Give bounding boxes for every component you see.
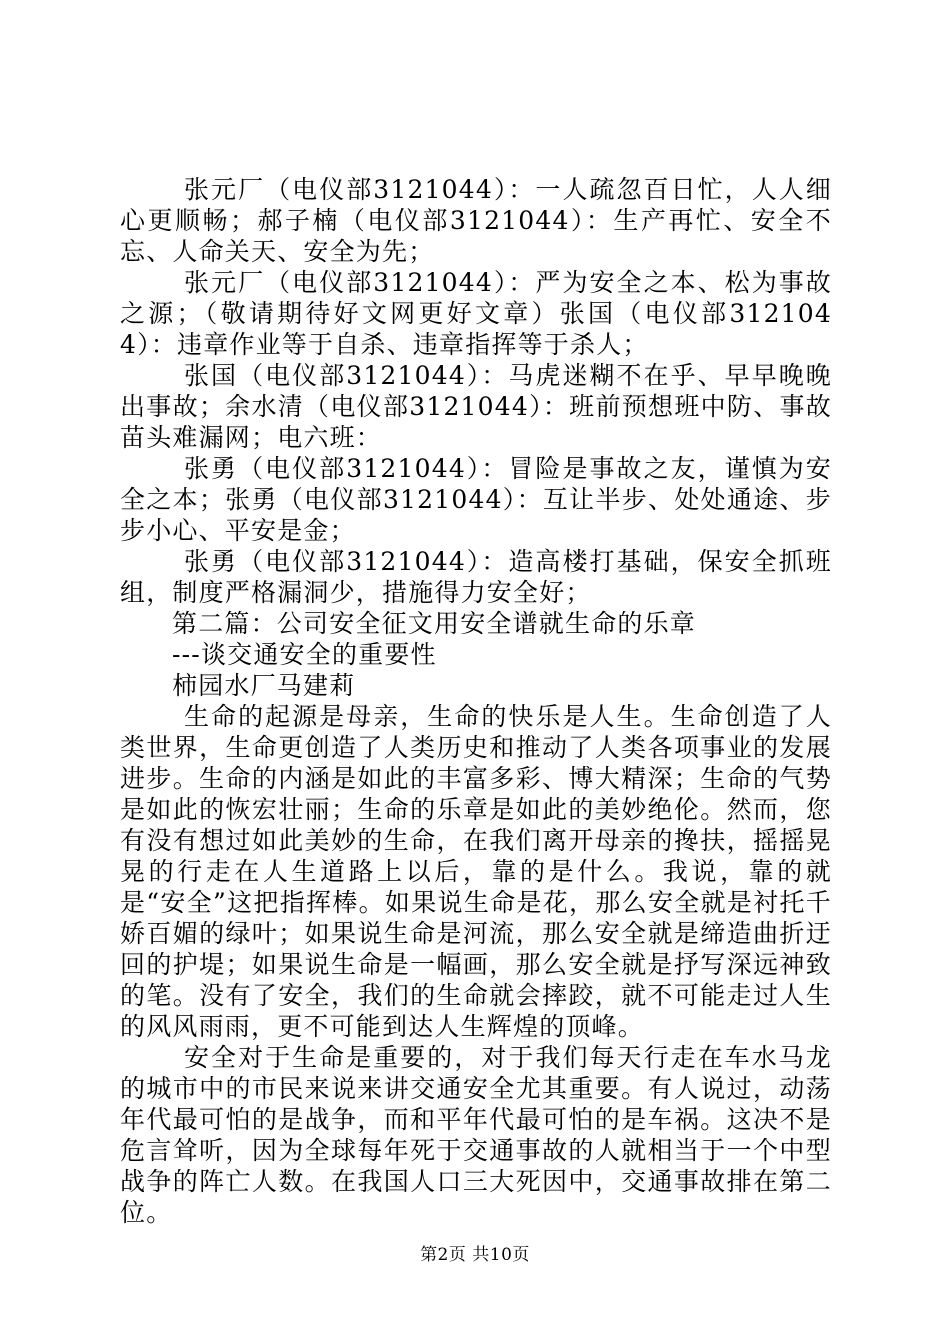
slogan-paragraph-4: 张勇（电仪部3121044）：冒险是事故之友，谨慎为安全之本；张勇（电仪部3121044）：互让半步、处处通途、步步小心、平安是金；	[120, 454, 832, 545]
author-line: 柿园水厂马建莉	[172, 671, 356, 700]
essay-paragraph-1: 生命的起源是母亲，生命的快乐是人生。生命创造了人类世界，生命更创造了人类历史和推动了人类各项事业的发展进步。生命的内涵是如此的丰富多彩、博大精深；生命的气势是如此的恢宏壮丽；生命的乐章是如此的美妙绝伦。然而，您有没有想过如此美妙的生命，在我们离开母亲的搀扶，摇摇晃晃的行走在人生道路上以后，靠的是什么。我说，靠的就是“安全”这把指挥棒。如果说生命是花，那么安全就是衬托千娇百媚的绿叶；如果说生命是河流，那么安全就是缔造曲折迂回的护堤；如果说生命是一幅画，那么安全就是抒写深远神致的笔。没有了安全，我们的生命就会摔跤，就不可能走过人生的风风雨雨，更不可能到达人生辉煌的顶峰。	[120, 702, 832, 1041]
page-footer: 第2页 共10页	[420, 1245, 530, 1265]
document-body	[120, 174, 832, 1228]
essay-paragraph-2: 安全对于生命是重要的，对于我们每天行走在车水马龙的城市中的市民来说来讲交通安全尤其重要。有人说过，动荡年代最可怕的是战争，而和平年代最可怕的是车祸。这决不是危言耸听，因为全球每年死于交通事故的人就相当于一个中型战争的阵亡人数。在我国人口三大死因中，交通事故排在第二位。	[120, 1043, 832, 1227]
section-title: 第二篇：公司安全征文用安全谱就生命的乐章	[172, 609, 697, 638]
slogan-paragraph-3: 张国（电仪部3121044）：马虎迷糊不在乎、早早晚晚出事故；余水清（电仪部3121044）：班前预想班中防、事故苗头难漏网；电六班：	[120, 361, 832, 452]
slogan-paragraph-2: 张元厂（电仪部3121044）：严为安全之本、松为事故之源；（敬请期待好文网更好文章）张国（电仪部3121044）：违章作业等于自杀、违章指挥等于杀人；	[120, 268, 832, 359]
section-subtitle: ---谈交通安全的重要性	[172, 640, 437, 669]
slogan-paragraph-1: 张元厂（电仪部3121044）：一人疏忽百日忙，人人细心更顺畅；郝子楠（电仪部3121044）：生产再忙、安全不忘、人命关天、安全为先；	[120, 175, 832, 266]
slogan-paragraph-5: 张勇（电仪部3121044）：造高楼打基础，保安全抓班组，制度严格漏洞少，措施得力安全好；	[120, 547, 832, 607]
